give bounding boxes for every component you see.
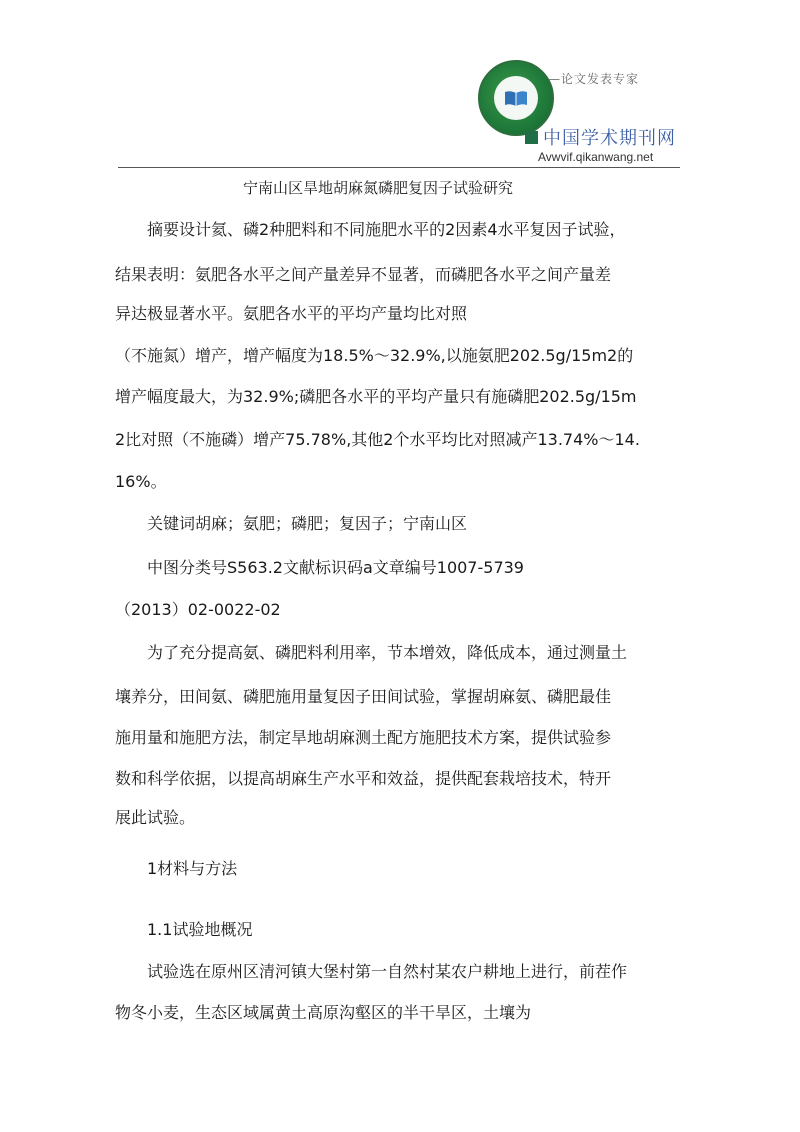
site-name[interactable]: 中国学术期刊网 (543, 128, 676, 149)
text-line: 展此试验。 (115, 808, 196, 827)
text-line: 异达极显著水平。氨肥各水平的平均产量均比对照 (115, 304, 468, 323)
text-line: 16%。 (115, 472, 167, 491)
logo-center (494, 76, 538, 120)
text-line: 施用量和施肥方法，制定旱地胡麻测土配方施肥技术方案，提供试验参 (115, 728, 612, 747)
text-line: 摘要设计氦、磷2种肥料和不同施肥水平的2因素4水平复因子试验， (115, 220, 626, 239)
text-line: 结果表明：氨肥各水平之间产量差异不显著，而磷肥各水平之间产量差 (115, 265, 612, 284)
text-line: （不施氮）增产，增产幅度为18.5%～32.9%,以施氨肥202.5g/15m2的 (115, 346, 634, 365)
subsection-heading: 1.1试验地概况 (115, 920, 253, 939)
text-line: 试验选在原州区清河镇大堡村第一自然村某农户耕地上进行，前茬作 (115, 962, 628, 981)
keywords-line: 关键词胡麻；氨肥；磷肥；复因子；宁南山区 (115, 514, 468, 533)
section-heading: 1材料与方法 (115, 859, 238, 878)
text-line: 为了充分提高氨、磷肥料利用率，节本增效，降低成本，通过测量土 (115, 643, 628, 662)
header-divider (118, 167, 680, 168)
site-brand[interactable] (525, 124, 676, 150)
text-line: 增产幅度最大，为32.9%;磷肥各水平的平均产量只有施磷肥202.5g/15m (115, 387, 637, 406)
brand-square-icon (525, 131, 538, 144)
open-book-icon (503, 89, 529, 107)
text-line: 壤养分，田间氨、磷肥施用量复因子田间试验，掌握胡麻氨、磷肥最佳 (115, 687, 612, 706)
header-slogan: —论文发表专家 (548, 72, 640, 86)
text-line: （2013）02-0022-02 (115, 600, 281, 619)
text-line: 物冬小麦，生态区域属黄土高原沟壑区的半干旱区，土壤为 (115, 1003, 532, 1022)
site-url[interactable]: Avwvif.qikanwang.net (538, 150, 654, 164)
article-title: 宁南山区旱地胡麻氮磷肥复因子试验研究 (243, 179, 514, 197)
classification-line: 中图分类号S563.2文献标识码a文章编号1007-5739 (115, 558, 524, 577)
text-line: 2比对照（不施磷）增产75.78%,其他2个水平均比对照减产13.74%～14. (115, 430, 640, 449)
text-line: 数和科学依据，以提高胡麻生产水平和效益，提供配套栽培技术，特开 (115, 769, 612, 788)
